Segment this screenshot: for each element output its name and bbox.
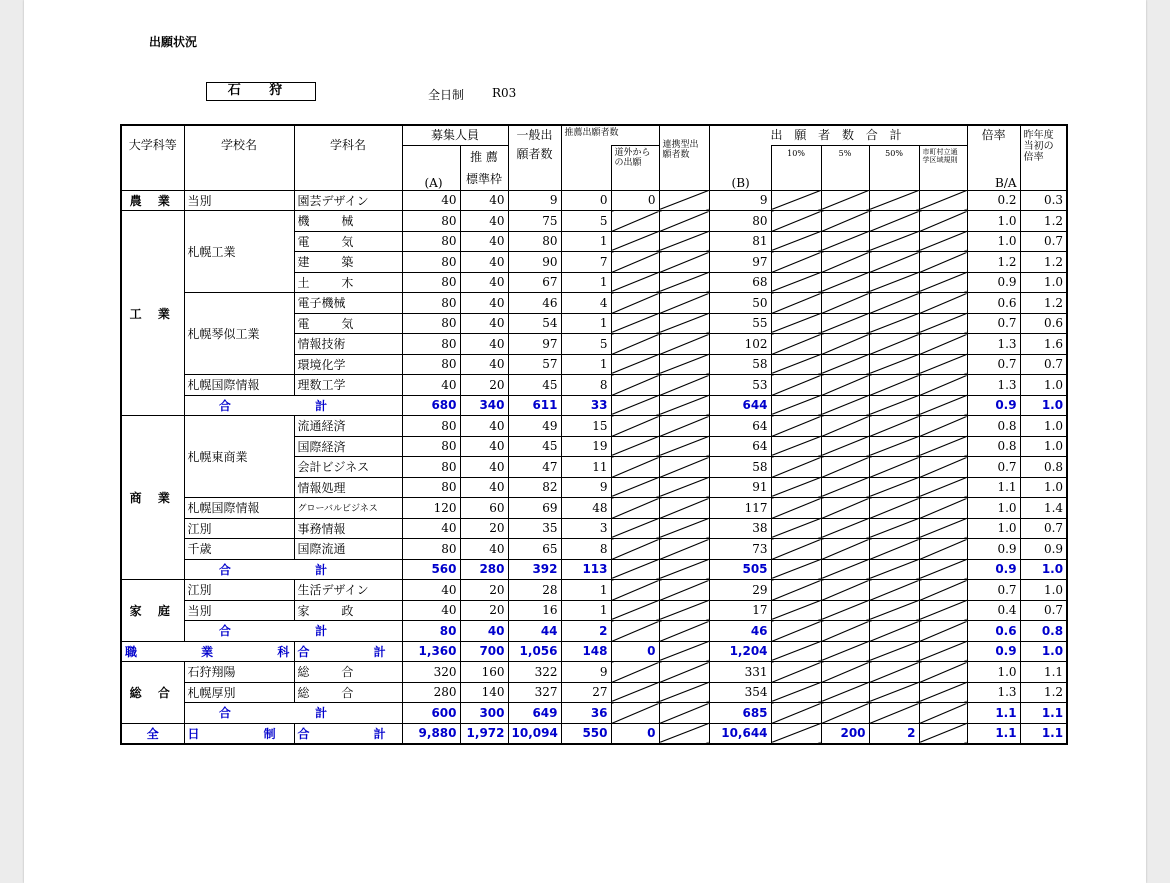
table-row: 札幌琴似工業 電子機械 80 40 46 4 50 0.6 1.2 [121,293,1067,314]
header-ratio-ba: B/A [967,145,1020,190]
header-total-b: (B) [709,145,771,190]
header-faculty: 大学科等 [121,125,184,190]
table-row: 江別 事務情報 40 20 35 3 38 1.0 0.7 [121,518,1067,539]
header-total: 出 願 者 数 合 計 [709,125,967,145]
table-row: 総 合 石狩翔陽 総 合 320 160 322 9 331 1.0 1.1 [121,662,1067,683]
vocational-total-row: 職 業 科 合 計 1,360 700 1,056 148 0 1,204 0.9 1.0 [121,641,1067,662]
header-linked: 連携型出願者数 [659,125,709,190]
table-row: 情報技術 80 40 97 5 102 1.3 1.6 [121,334,1067,355]
field-com: 商 業 [121,416,184,580]
table-row: 電 気 80 40 54 1 55 0.7 0.6 [121,313,1067,334]
header-row [121,125,1067,145]
field-agri: 農 業 [121,190,184,211]
table-row: 会計ビジネス 80 40 47 11 58 0.7 0.8 [121,457,1067,478]
header-p50: 50% [869,145,919,190]
table-row: 農 業 当別 園芸デザイン 40 40 9 0 0 9 0.2 0.3 [121,190,1067,211]
header-p5: 5% [821,145,869,190]
table-row: 電 気 80 40 80 1 81 1.0 0.7 [121,231,1067,252]
field-eng: 工 業 [121,211,184,416]
field-general: 総 合 [121,662,184,724]
school-name: 札幌東商業 [184,416,294,498]
application-status-table [120,124,1068,745]
field-home: 家 庭 [121,580,184,642]
table-row: 土 木 80 40 67 1 68 0.9 1.0 [121,272,1067,293]
table-row: 札幌国際情報 理数工学 40 20 45 8 53 1.3 1.0 [121,375,1067,396]
header-p10: 10% [771,145,821,190]
subtotal-row-com: 合 計 560 280 392 113 505 0.9 1.0 [121,559,1067,580]
header-dept: 学科名 [294,125,402,190]
subtotal-row-general: 合 計 600 300 649 36 685 1.1 1.1 [121,703,1067,724]
header-recruit-a: (A) [402,145,460,190]
header-outside: 道外からの出願 [611,145,659,190]
region-box: 石 狩 [206,82,316,101]
table-row: 工 業 札幌工業 機 械 80 40 75 5 80 1.0 1.2 [121,211,1067,232]
header-recommend-apps: 推薦出願者数 [561,125,659,145]
fiscal-year: R03 [492,86,517,100]
school-name: 札幌工業 [184,211,294,293]
table-row: 千歳 国際流通 80 40 65 8 73 0.9 0.9 [121,539,1067,560]
table-row: 情報処理 80 40 82 9 91 1.1 1.0 [121,477,1067,498]
table-row: 国際経済 80 40 45 19 64 0.8 1.0 [121,436,1067,457]
header-prev-ratio: 昨年度当初の倍率 [1020,125,1067,190]
table-row: 建 築 80 40 90 7 97 1.2 1.2 [121,252,1067,273]
grand-total-row: 全 日 制 合 計 9,880 1,972 10,094 550 0 10,644 200 2 1.1 1.1 [121,723,1067,744]
table-row: 当別 家 政 40 20 16 1 17 0.4 0.7 [121,600,1067,621]
header-general-2: 願者数 [508,145,561,190]
table-row: 家 庭 江別 生活デザイン 40 20 28 1 29 0.7 1.0 [121,580,1067,601]
school-name: 札幌琴似工業 [184,293,294,375]
header-recruit: 募集人員 [402,125,508,145]
table-row: 札幌国際情報 グローバルビジネス 120 60 69 48 117 1.0 1.4 [121,498,1067,519]
subtotal-row-home: 合 計 80 40 44 2 46 0.6 0.8 [121,621,1067,642]
header-municipal: 市町村立通学区域規則 [919,145,967,190]
table-row: 札幌厚別 総 合 280 140 327 27 354 1.3 1.2 [121,682,1067,703]
header-general-1: 一般出 [508,125,561,145]
header-school: 学校名 [184,125,294,190]
page-title: 出願状況 [149,35,198,49]
header-recommend-slot: 推 薦 標準枠 [460,145,508,190]
table-row: 商 業 札幌東商業 流通経済 80 40 49 15 64 0.8 1.0 [121,416,1067,437]
table-row: 環境化学 80 40 57 1 58 0.7 0.7 [121,354,1067,375]
subtotal-row-eng: 合 計 680 340 611 33 644 0.9 1.0 [121,395,1067,416]
header-ratio: 倍率 [967,125,1020,145]
course-mode: 全日制 [428,88,465,102]
